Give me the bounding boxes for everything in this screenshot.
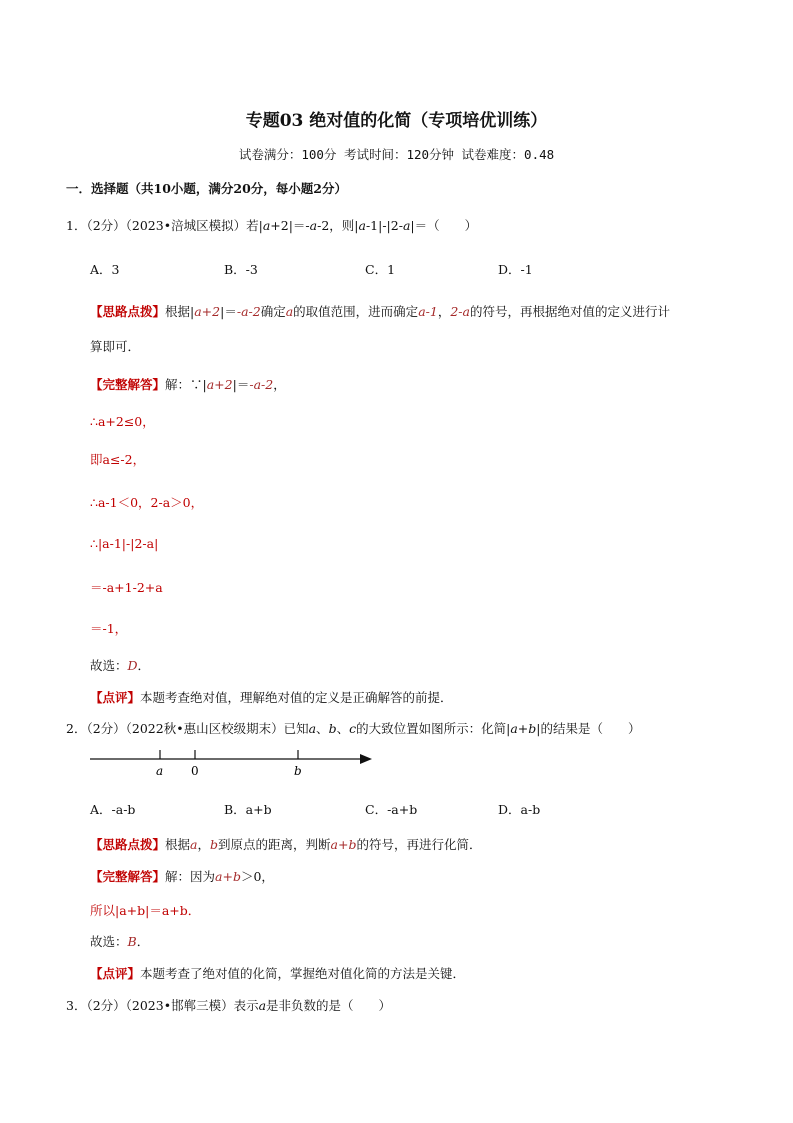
document-title: 专题03 绝对值的化简（专项培优训练） (245, 111, 548, 131)
q1-option-b: B．-3 (224, 262, 258, 277)
q1-step-3: ∴a-1＜0，2-a＞0， (90, 495, 204, 510)
q1-option-c: C．1 (365, 262, 396, 277)
question-1-stem: 1．（2分）（2023•涪城区模拟）若|a+2|＝-a-2，则|a-1|-|2-a|＝（ ） (66, 218, 478, 233)
number-line-arrow (360, 754, 372, 764)
q2-option-c: C．-a+b (365, 802, 418, 817)
solution-tag: 【完整解答】 (90, 377, 166, 392)
q2-step-1: 所以|a+b|＝a+b． (90, 903, 201, 918)
number-line (86, 744, 386, 784)
q2-option-b: B．a+b (224, 802, 272, 817)
q1-step-4: ∴|a-1|-|2-a| (90, 536, 159, 551)
hint-tag: 【思路点拨】 (90, 304, 166, 319)
q1-step-2: 即a≤-2， (90, 452, 146, 467)
q1-hint: 【思路点拨】根据|a+2|＝-a-2确定a的取值范围，进而确定a-1，2-a的符号，再根据绝对值的定义进行计 (90, 304, 670, 319)
q2-review: 【点评】本题考查了绝对值的化简，掌握绝对值化简的方法是关键． (90, 966, 466, 981)
q2-option-a: A．-a-b (90, 802, 136, 817)
q2-solution-head: 【完整解答】解：因为a+b＞0， (90, 869, 274, 884)
label-b: b (294, 764, 302, 778)
q1-step-5: ＝-a+1-2+a (90, 580, 163, 595)
q1-step-6: ＝-1， (90, 621, 128, 636)
q2-option-d: D．a-b (498, 802, 541, 817)
review-tag: 【点评】 (90, 966, 141, 981)
q1-review: 【点评】本题考查绝对值，理解绝对值的定义是正确解答的前提． (90, 690, 453, 705)
label-0: 0 (191, 764, 199, 778)
q2-hint: 【思路点拨】根据a，b到原点的距离，判断a+b的符号，再进行化简． (90, 837, 482, 852)
hint-tag: 【思路点拨】 (90, 837, 166, 852)
question-2-stem: 2．（2分）（2022秋•惠山区校级期末）已知a、b、c的大致位置如图所示：化简|a+b|的结果是（ ） (66, 721, 641, 736)
question-3-stem: 3．（2分）（2023•邯郸三模）表示a是非负数的是（ ） (66, 998, 392, 1013)
q1-solution-head: 【完整解答】解：∵|a+2|＝-a-2， (90, 377, 286, 392)
q1-option-d: D．-1 (498, 262, 533, 277)
q1-answer: 故选：D． (90, 658, 151, 673)
q1-option-a: A．3 (90, 262, 120, 277)
label-a: a (156, 764, 164, 778)
solution-tag: 【完整解答】 (90, 869, 166, 884)
q1-step-1: ∴a+2≤0， (90, 414, 155, 429)
review-tag: 【点评】 (90, 690, 141, 705)
q1-hint-cont: 算即可． (90, 339, 141, 354)
section-heading: 一．选择题（共10小题，满分20分，每小题2分） (66, 181, 347, 196)
q2-answer: 故选：B． (90, 934, 150, 949)
exam-meta: 试卷满分：100分 考试时间：120分钟 试卷难度：0.48 (238, 147, 555, 162)
